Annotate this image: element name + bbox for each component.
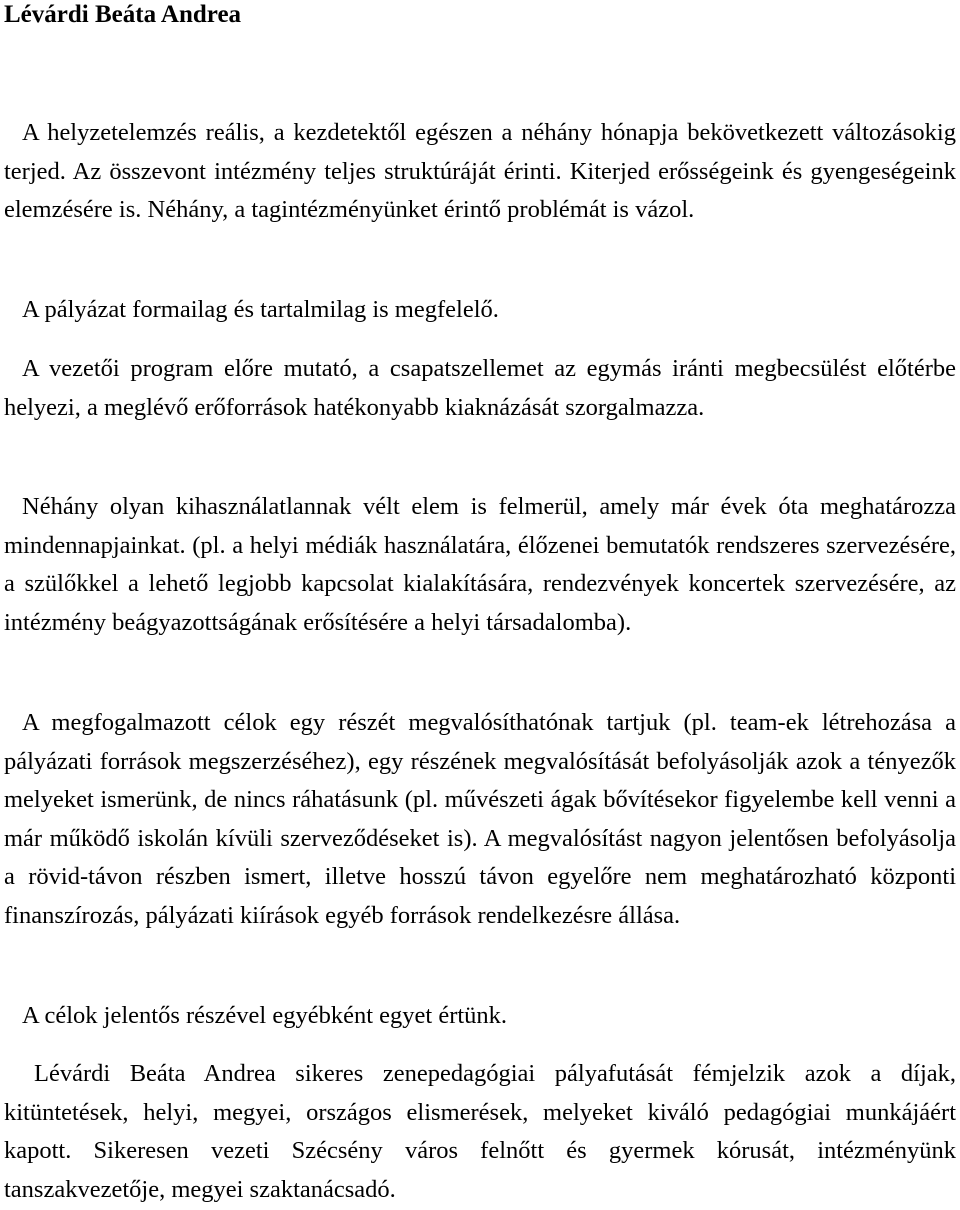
paragraph-underused-elements: Néhány olyan kihasználatlannak vélt elem is felmerül, amely már évek óta meghatározza mindennapjainkat. (pl. a helyi médiák használatára, élőzenei bemutatók rendszeres szervezésére, a szülőkkel a lehető legjobb kapcsolat kialakítására, rendezvények koncertek szervezésére, az intézmény beágyazottságának erősítésére a helyi társadalomba). bbox=[4, 493, 956, 636]
paragraph-agreement: A célok jelentős részével egyébként egyet értünk. bbox=[22, 1002, 508, 1029]
paragraph-formal-compliance: A pályázat formailag és tartalmilag is megfelelő. bbox=[22, 296, 499, 323]
paragraph-goals-feasibility: A megfogalmazott célok egy részét megvalósíthatónak tartjuk (pl. team-ek létrehozása a pályázati források megszerzéséhez), egy részének megvalósítását befolyásolják azok a tényezők melyeket ismerünk, de nincs ráhatásunk (pl. művészeti ágak bővítésekor figyelembe kell venni a már működő iskolán kívüli szerveződéseket is). A megvalósítást nagyon jelentősen befolyásolja a rövid-távon részben ismert, illetve hosszú távon egyelőre nem meghatározható központi finanszírozás, pályázati kiírások egyéb források rendelkezésre állása. bbox=[4, 709, 956, 929]
document-title: Lévárdi Beáta Andrea bbox=[4, 1, 242, 28]
paragraph-situation-analysis: A helyzetelemzés reális, a kezdetektől egészen a néhány hónapja bekövetkezett változásokig terjed. Az összevont intézmény teljes struktúráját érinti. Kiterjed erősségeink és gyengeségeink elemzésére is. Néhány, a tagintézményünket érintő problémát is vázol. bbox=[4, 119, 956, 224]
paragraph-leadership-program: A vezetői program előre mutató, a csapatszellemet az egymás iránti megbecsülést előtérbe helyezi, a meglévő erőforrások hatékonyabb kiaknázását szorgalmazza. bbox=[4, 355, 956, 421]
paragraph-candidate-achievements: Lévárdi Beáta Andrea sikeres zenepedagógiai pályafutását fémjelzik azok a díjak, kitüntetések, helyi, megyei, országos elismerések, melyeket kiváló pedagógiai munkájáért kapott. Sikeresen vezeti Szécsény város felnőtt és gyermek kórusát, intézményünk tanszakvezetője, megyei szaktanácsadó. bbox=[4, 1060, 956, 1203]
